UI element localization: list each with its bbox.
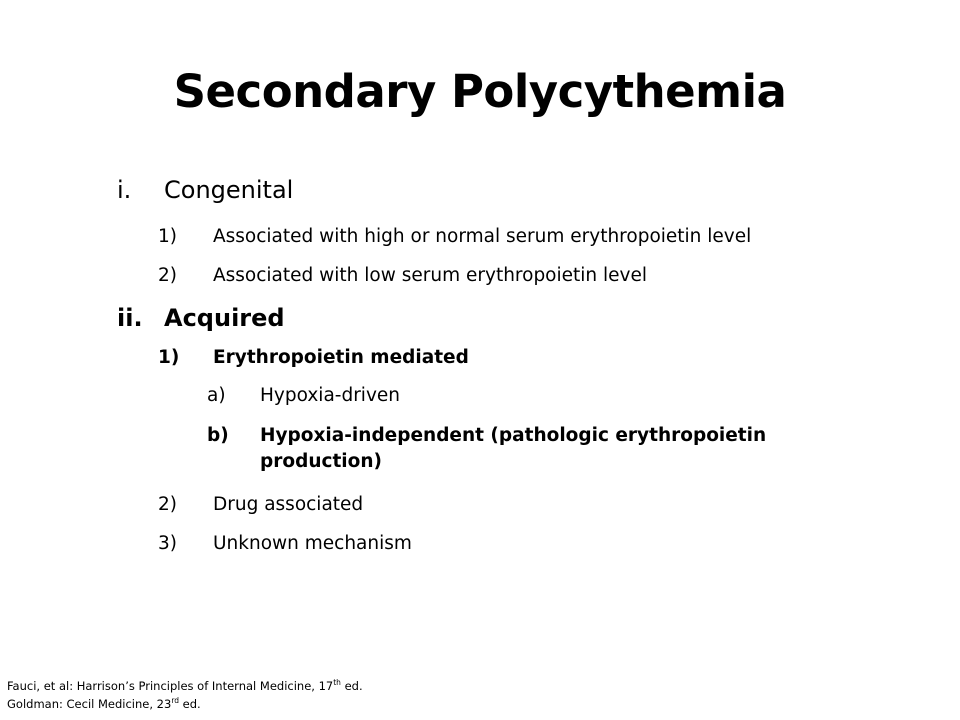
outline-item-congenital bbox=[117, 175, 293, 205]
outline-label: Erythropoietin mediated bbox=[213, 347, 469, 368]
outline-label: Hypoxia-independent (pathologic erythropoietin production) bbox=[260, 425, 767, 472]
reference-suffix: ed. bbox=[179, 697, 201, 711]
outline-marker: 1) bbox=[158, 347, 180, 368]
outline-item-hypoxia-driven bbox=[207, 383, 400, 409]
outline-label: Associated with low serum erythropoietin level bbox=[213, 265, 648, 286]
reference-text: Goldman: Cecil Medicine, 23 bbox=[7, 697, 172, 711]
outline-label: Associated with high or normal serum erythropoietin level bbox=[213, 226, 752, 247]
outline-marker: 2) bbox=[158, 265, 177, 286]
outline-marker: a) bbox=[207, 385, 226, 406]
outline-marker: 3) bbox=[158, 533, 177, 554]
slide-title: Secondary Polycythemia bbox=[173, 65, 787, 118]
outline-item-low-epo bbox=[158, 263, 647, 289]
references bbox=[7, 677, 363, 713]
outline-item-drug-associated bbox=[158, 492, 363, 518]
reference-text: Fauci, et al: Harrison’s Principles of Internal Medicine, 17 bbox=[7, 679, 334, 693]
reference-superscript: rd bbox=[171, 696, 180, 705]
outline-marker: 1) bbox=[158, 226, 177, 247]
outline-label: Hypoxia-driven bbox=[260, 385, 400, 406]
reference-cecil bbox=[7, 695, 363, 713]
outline-label: Acquired bbox=[164, 304, 285, 332]
reference-suffix: ed. bbox=[340, 679, 363, 693]
outline-label: Unknown mechanism bbox=[213, 533, 412, 554]
outline-label: Drug associated bbox=[213, 494, 364, 515]
outline-item-hypoxia-independent bbox=[207, 423, 820, 475]
outline-item-high-normal-epo bbox=[158, 224, 751, 250]
reference-superscript: th bbox=[333, 678, 341, 687]
outline-marker: b) bbox=[207, 425, 229, 446]
outline-marker: i. bbox=[117, 176, 132, 204]
outline-marker: 2) bbox=[158, 494, 177, 515]
outline-item-acquired bbox=[117, 303, 285, 333]
outline-label: Congenital bbox=[164, 176, 294, 204]
outline-item-unknown-mechanism bbox=[158, 531, 412, 557]
outline-marker: ii. bbox=[117, 304, 143, 332]
outline-item-epo-mediated bbox=[158, 345, 469, 371]
reference-harrison bbox=[7, 677, 363, 695]
